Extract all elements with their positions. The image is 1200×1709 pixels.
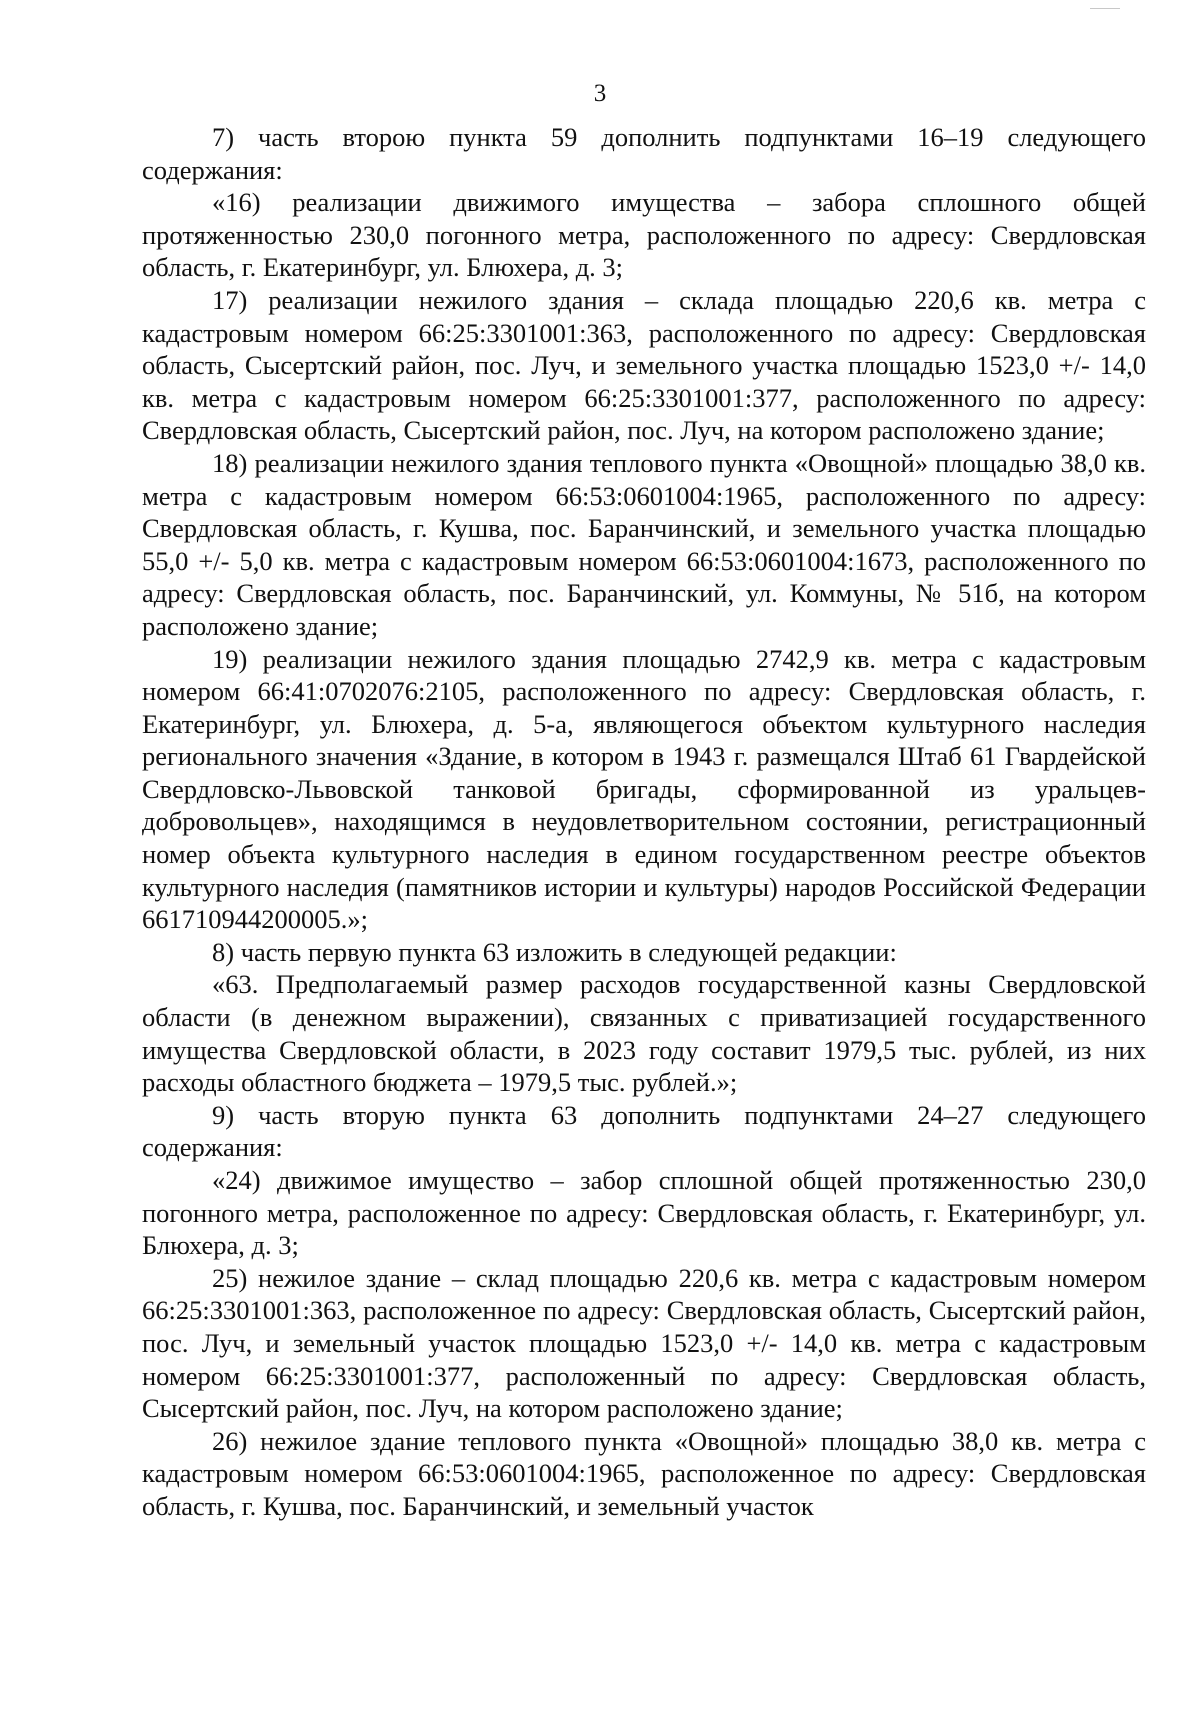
paragraph-item-9: 9) часть вторую пункта 63 дополнить подпунктами 24–27 следующего содержания:	[142, 1099, 1146, 1163]
document-body	[142, 121, 1146, 1523]
scan-mark	[1090, 8, 1120, 13]
paragraph-subitem-26: 26) нежилое здание теплового пункта «Овощной» площадью 38,0 кв. метра с кадастровым номером 66:53:0601004:1965, расположенное по адресу: Свердловская область, г. Кушва, пос. Баранчинский, и земельный участок	[142, 1425, 1146, 1521]
paragraph-subitem-19: 19) реализации нежилого здания площадью 2742,9 кв. метра с кадастровым номером 66:41:0702076:2105, расположенного по адресу: Свердловская область, г. Екатеринбург, ул. Блюхера, д. 5-а, являющегося объектом культурного наследия регионального значения «Здание, в котором в 1943 г. размещался Штаб 61 Гвардейской Свердловско-Львовской танковой бригады, сформированной из уральцев-добровольцев», находящимся в неудовлетворительном состоянии, регистрационный номер объекта культурного наследия в едином государственном реестре объектов культурного наследия (памятников истории и культуры) народов Российской Федерации 661710944200005.»;	[142, 643, 1146, 935]
paragraph-subitem-17: 17) реализации нежилого здания – склада площадью 220,6 кв. метра с кадастровым номером 66:25:3301001:363, расположенного по адресу: Свердловская область, Сысертский район, пос. Луч, и земельного участка площадью 1523,0 +/- 14,0 кв. метра с кадастровым номером 66:25:3301001:377, расположенного по адресу: Свердловская область, Сысертский район, пос. Луч, на котором расположено здание;	[142, 284, 1146, 446]
paragraph-item-7: 7) часть второю пункта 59 дополнить подпунктами 16–19 следующего содержания:	[142, 122, 1146, 185]
paragraph-subitem-18: 18) реализации нежилого здания теплового пункта «Овощной» площадью 38,0 кв. метра с кадастровым номером 66:53:0601004:1965, расположенного по адресу: Свердловская область, г. Кушва, пос. Баранчинский, и земельного участка площадью 55,0 +/- 5,0 кв. метра с кадастровым номером 66:53:0601004:1673, расположенного по адресу: Свердловская область, пос. Баранчинский, ул. Коммуны, № 51б, на котором расположено здание;	[142, 447, 1146, 641]
paragraph-item-8: 8) часть первую пункта 63 изложить в следующей редакции:	[212, 936, 897, 967]
paragraph-subitem-25: 25) нежилое здание – склад площадью 220,6 кв. метра с кадастровым номером 66:25:3301001:363, расположенное по адресу: Свердловская область, Сысертский район, пос. Луч, и земельный участок площадью 1523,0 +/- 14,0 кв. метра с кадастровым номером 66:25:3301001:377, расположенный по адресу: Свердловская область, Сысертский район, пос. Луч, на котором расположено здание;	[142, 1262, 1146, 1424]
page-number: 3	[593, 80, 607, 107]
paragraph-subitem-16: «16) реализации движимого имущества – забора сплошного общей протяженностью 230,0 погонного метра, расположенного по адресу: Свердловская область, г. Екатеринбург, ул. Блюхера, д. 3;	[142, 187, 1146, 283]
paragraph-subitem-24: «24) движимое имущество – забор сплошной общей протяженностью 230,0 погонного метра, расположенное по адресу: Свердловская область, г. Екатеринбург, ул. Блюхера, д. 3;	[142, 1165, 1146, 1261]
paragraph-clause-63: «63. Предполагаемый размер расходов государственной казны Свердловской области (в денежном выражении), связанных с приватизацией государственного имущества Свердловской области, в 2023 году составит 1979,5 тыс. рублей, из них расходы областного бюджета – 1979,5 тыс. рублей.»;	[142, 969, 1146, 1098]
